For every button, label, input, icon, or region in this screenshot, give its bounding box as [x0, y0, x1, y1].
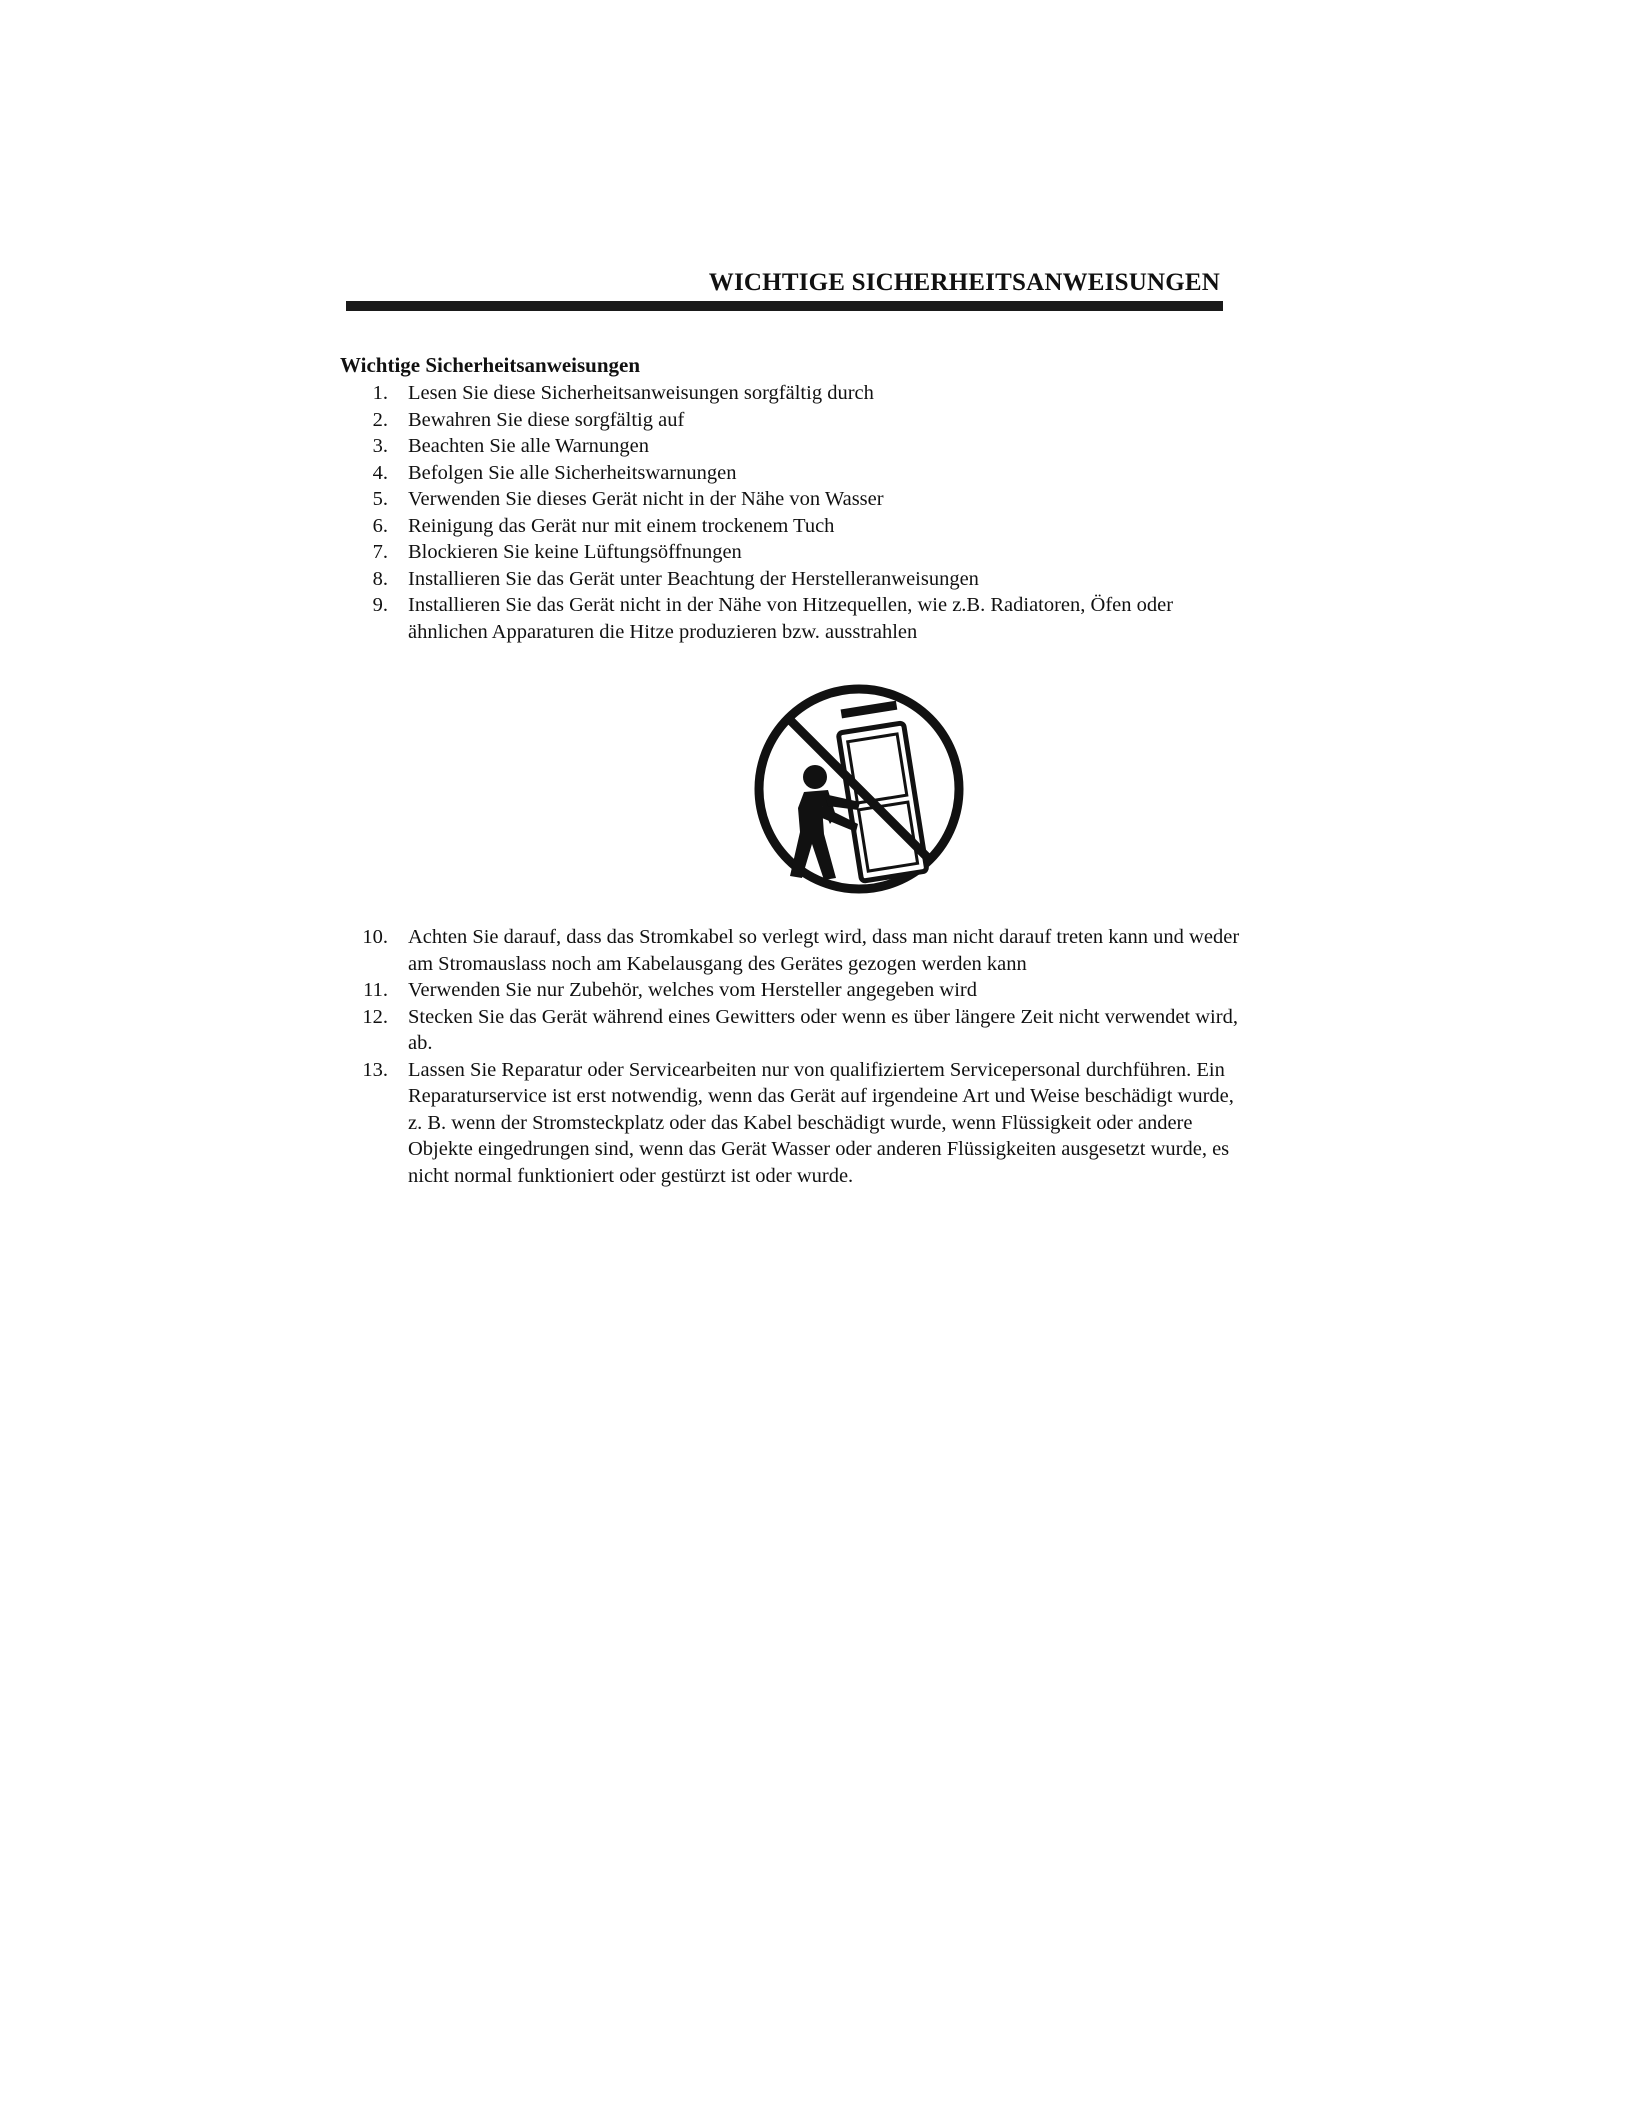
item-number: 9.: [372, 594, 388, 616]
item-text: Installieren Sie das Gerät nicht in der Nähe von Hitzequellen, wie z.B. Radiatoren, Öfen oder ähnlichen Apparaturen die Hitze produzieren bzw. ausstrahlen: [408, 594, 1174, 643]
item-number: 1.: [372, 382, 388, 404]
list-item: [340, 513, 1240, 540]
item-number: 5.: [372, 488, 388, 510]
no-tipping-warning-icon: [752, 682, 967, 897]
list-item: [340, 407, 1240, 434]
instruction-list-part-1: [340, 380, 1240, 645]
item-text: Befolgen Sie alle Sicherheitswarnungen: [408, 461, 737, 484]
item-number: 4.: [372, 461, 388, 484]
header-rule: [346, 301, 1223, 311]
item-number: 3.: [372, 435, 388, 457]
list-item: [340, 380, 1240, 407]
item-number: 11.: [363, 979, 388, 1001]
item-text: Blockieren Sie keine Lüftungsöffnungen: [408, 541, 742, 563]
item-text: Lesen Sie diese Sicherheitsanweisungen sorgfältig durch: [408, 382, 874, 404]
item-number: 13.: [362, 1058, 388, 1081]
item-text: Installieren Sie das Gerät unter Beachtung der Herstelleranweisungen: [408, 567, 979, 590]
item-text: Achten Sie darauf, dass das Stromkabel so verlegt wird, dass man nicht darauf treten kann und weder am Stromauslass noch am Kabelausgang des Gerätes gezogen werden kann: [408, 926, 1240, 975]
item-number: 7.: [372, 541, 388, 563]
list-item: [340, 539, 1240, 566]
item-number: 8.: [372, 567, 388, 590]
section-title: Wichtige Sicherheitsanweisungen: [340, 353, 641, 377]
list-item: [340, 1057, 1240, 1190]
item-number: 12.: [362, 1005, 388, 1028]
item-text: Reinigung das Gerät nur mit einem trockenem Tuch: [408, 514, 835, 537]
item-number: 6.: [372, 514, 388, 537]
item-text: Beachten Sie alle Warnungen: [408, 435, 650, 457]
item-text: Bewahren Sie diese sorgfältig auf: [408, 408, 685, 431]
item-text: Verwenden Sie nur Zubehör, welches vom Hersteller angegeben wird: [408, 979, 977, 1001]
page-header-title: WICHTIGE SICHERHEITSANWEISUNGEN: [708, 269, 1220, 296]
instruction-list-part-2: [340, 924, 1240, 1189]
list-item: [340, 924, 1240, 977]
item-text: Stecken Sie das Gerät während eines Gewitters oder wenn es über längere Zeit nicht verwendet wird, ab.: [408, 1005, 1238, 1054]
item-number: 10.: [362, 926, 388, 948]
list-item: [340, 460, 1240, 487]
item-text: Verwenden Sie dieses Gerät nicht in der Nähe von Wasser: [408, 488, 884, 510]
list-item: [340, 566, 1240, 593]
list-item: [340, 592, 1240, 645]
item-number: 2.: [372, 408, 388, 431]
item-text: Lassen Sie Reparatur oder Servicearbeiten nur von qualifiziertem Servicepersonal durchführen. Ein Reparaturservice ist erst notwendig, wenn das Gerät auf irgendeine Art und Weise beschädigt wurde, z. B. wenn der Stromsteckplatz oder das Kabel beschädigt wurde, wenn Flüssigkeit oder andere Objekte eingedrungen sind, wenn das Gerät Wasser oder anderen Flüssigkeiten ausgesetzt wurde, es nicht normal funktioniert oder gestürzt ist oder wurde.: [408, 1058, 1234, 1187]
list-item: [340, 977, 1240, 1004]
list-item: [340, 486, 1240, 513]
list-item: [340, 433, 1240, 460]
list-item: [340, 1004, 1240, 1057]
